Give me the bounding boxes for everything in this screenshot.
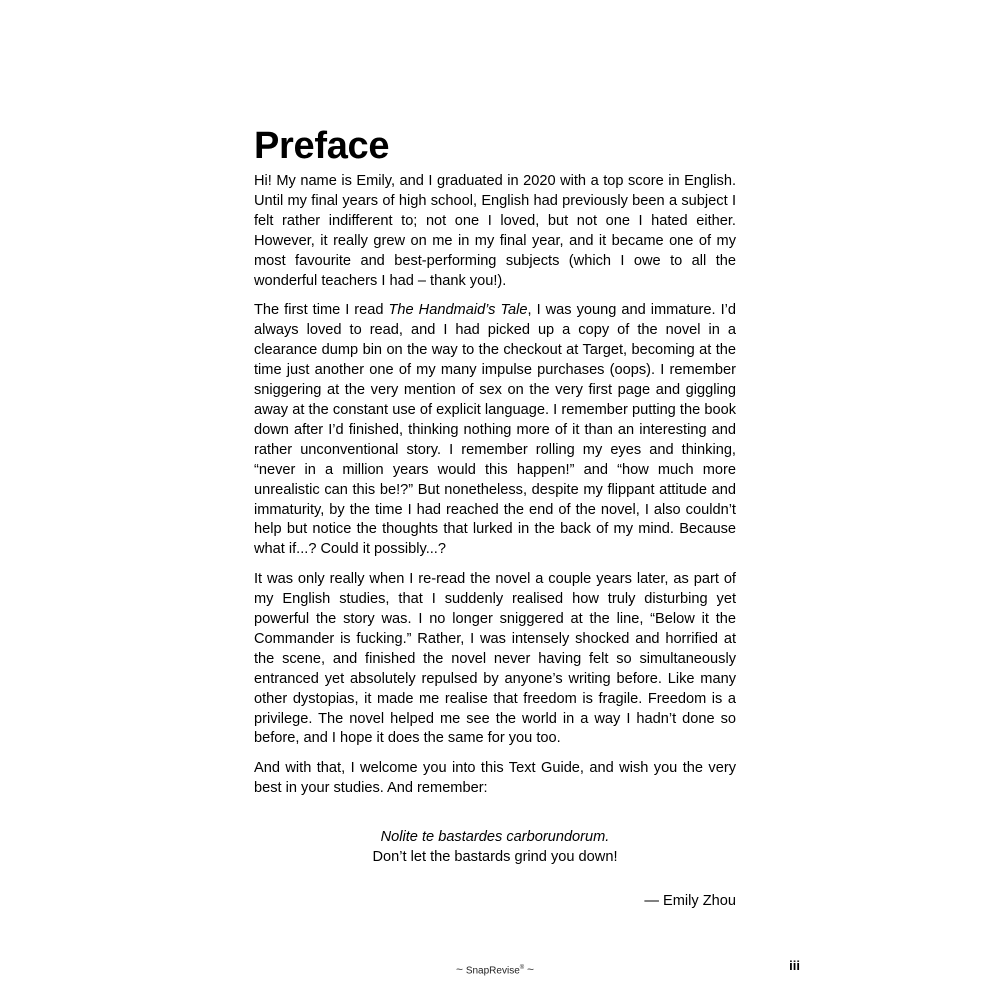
preface-paragraph-2 <box>254 301 736 560</box>
preface-paragraph-1 <box>254 172 736 291</box>
page-title: Preface <box>254 125 390 167</box>
preface-paragraph-4 <box>254 759 736 799</box>
author-signature: — Emily Zhou <box>644 893 736 910</box>
registered-mark: ® <box>519 965 525 971</box>
paragraph-text: It was only really when I re-read the novel a couple years later, as part of my English studies, that I suddenly realised how truly disturbing yet powerful the story was. I no longer sniggered at the line, “Below it the Commander is fucking.” Rather, I was intensely shocked and horrified at the scene, and finished the novel never having felt so simultaneously entranced yet absolutely repulsed by anyone’s writing before. Like many other dystopias, it made me realise that freedom is fragile. Freedom is a privilege. The novel helped me see the world in a way I hadn’t done so before, and I hope it does the same for you too. <box>254 571 736 747</box>
footer-brand <box>0 961 990 978</box>
tilde-left: ~ <box>456 962 464 977</box>
preface-paragraph-3 <box>254 570 736 749</box>
page-content <box>254 124 736 911</box>
paragraph-text: The first time I read <box>254 302 389 319</box>
book-title: The Handmaid’s Tale <box>388 302 528 319</box>
quote-translation: Don’t let the bastards grind you down! <box>372 849 618 866</box>
brand-name: SnapRevise <box>465 965 520 977</box>
closing-quote <box>254 827 736 867</box>
paragraph-text: And with that, I welcome you into this Text Guide, and wish you the very best in your studies. And remember: <box>254 760 736 797</box>
page-number: iii <box>789 958 800 973</box>
paragraph-text: , I was young and immature. I’d always loved to read, and I had picked up a copy of the novel in a clearance dump bin on the way to the checkout at Target, becoming at the time just another one of my many impulse purchases (oops). I remember sniggering at the very mention of sex on the very first page and giggling away at the constant use of explicit language. I remember putting the book down after I’d finished, thinking nothing more of it than an interesting and rather unconventional story. I remember rolling my eyes and thinking, “never in a million years would this happen!” and “how much more unrealistic can this be!?” But nonetheless, despite my flippant attitude and immaturity, by the time I had reached the end of the novel, I also couldn’t help but notice the thoughts that lurked in the back of my mind. Because what if...? Could it possibly...? <box>254 302 736 558</box>
paragraph-text: Hi! My name is Emily, and I graduated in 2020 with a top score in English. Until my final years of high school, English had previously been a subject I felt rather indifferent to; not one I loved, but not one I hated either. However, it really grew on me in my final year, and it became one of my most favourite and best-performing subjects (which I owe to all the wonderful teachers I had – thank you!). <box>254 173 736 289</box>
latin-quote: Nolite te bastardes carborundorum. <box>380 829 610 846</box>
tilde-right: ~ <box>526 962 534 977</box>
